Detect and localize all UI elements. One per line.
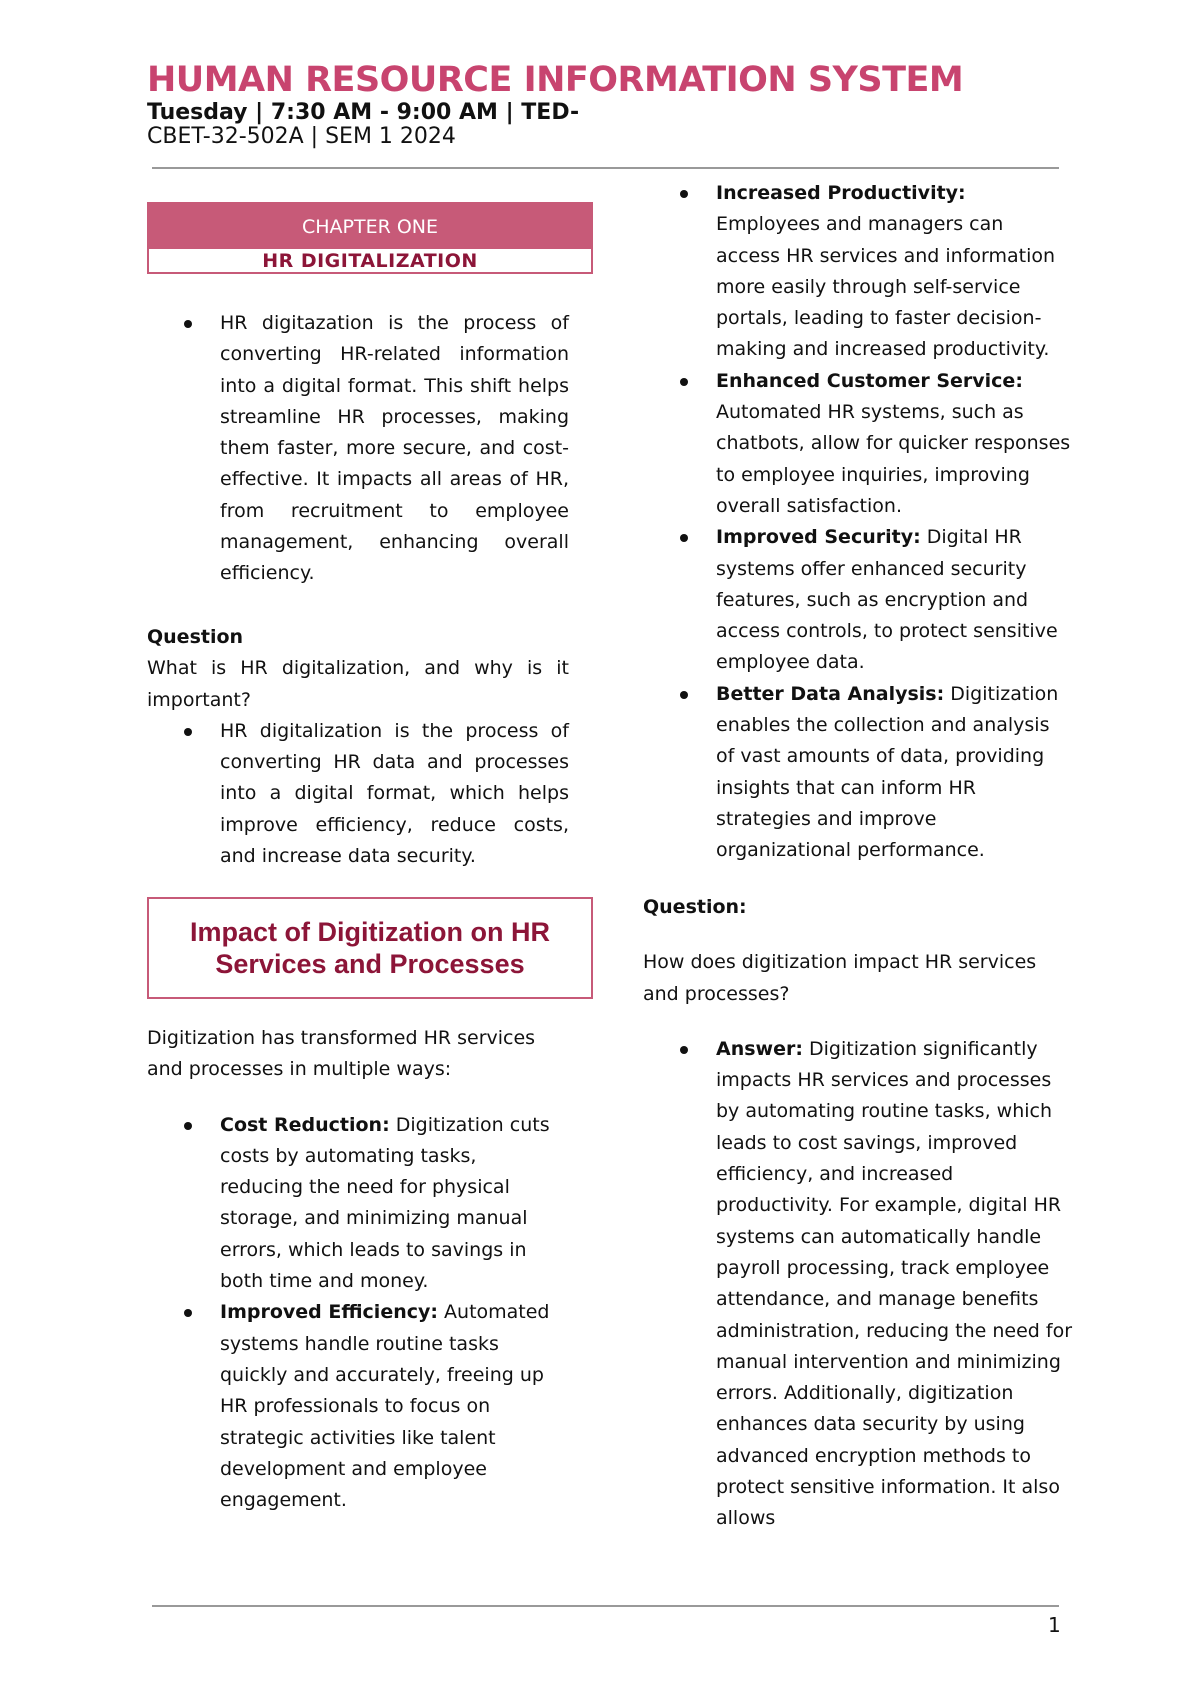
- impact-item-text: Digitization enables the collection and analysis of vast amounts of data, providing insights that can inform HR strategies and improve organizational performance.: [716, 682, 1059, 862]
- intro-section: [147, 308, 569, 590]
- impact-heading: Impact of Digitization on HR Services and Processes: [190, 917, 550, 979]
- impact-item-term: Enhanced Customer Service:: [716, 369, 1023, 392]
- impact-item-term: Improved Security:: [716, 526, 921, 549]
- impact-heading-box: [147, 897, 593, 999]
- question-two-answer: [643, 1034, 1073, 1535]
- impact-item-text: Digitization cuts costs by automating tasks, reducing the need for physical storage, and minimizing manual errors, which leads to savings in both time and money.: [220, 1113, 550, 1293]
- impact-item-improved-efficiency: [147, 1297, 557, 1516]
- question-one-text: What is HR digitalization, and why is it important?: [147, 657, 569, 711]
- question-one-answer: HR digitalization is the process of converting HR data and processes into a digital format, which helps improve efficiency, reduce costs, and increase data security.: [147, 716, 569, 872]
- impact-intro: Digitization has transformed HR services and processes in multiple ways:: [147, 1027, 536, 1081]
- impact-item-text: Automated systems handle routine tasks quickly and accurately, freeing up HR professionals to focus on strategic activities like talent development and employee engagement.: [220, 1301, 550, 1512]
- impact-item-term: Cost Reduction:: [220, 1113, 390, 1136]
- impact-right-section: [643, 178, 1073, 867]
- impact-item-text: Employees and managers can access HR services and information more easily through self-service portals, leading to faster decision-making and increased productivity.: [716, 213, 1056, 361]
- chapter-title: HR DIGITALIZATION: [262, 249, 478, 272]
- schedule-line: Tuesday | 7:30 AM - 9:00 AM | TED-: [147, 100, 580, 125]
- question-two-heading: Question:: [643, 896, 747, 918]
- question-one-section: [147, 622, 569, 872]
- impact-item-improved-security: [643, 522, 1073, 678]
- impact-item-term: Better Data Analysis:: [716, 682, 945, 705]
- course-line: CBET-32-502A | SEM 1 2024: [147, 124, 456, 149]
- answer-text: Digitization significantly impacts HR services and processes by automating routine tasks, which leads to cost savings, improved efficiency, and increased productivity. For example, digital HR systems can automatically handle payroll processing, track employee attendance, and manage benefits administration, reducing the need for manual intervention and minimizing errors. Additionally, digitization enhances data security by using advanced encryption methods to protect sensitive information. It also allows: [716, 1037, 1073, 1530]
- impact-left-section: [147, 1023, 557, 1516]
- question-one-heading: Question: [147, 626, 244, 648]
- question-two-text: How does digitization impact HR services and processes?: [643, 951, 1037, 1005]
- answer-term: Answer:: [716, 1037, 803, 1060]
- page-number: 1: [1048, 1613, 1061, 1637]
- impact-item-term: Improved Efficiency:: [220, 1301, 438, 1324]
- impact-item-enhanced-customer-service: [643, 366, 1073, 522]
- chapter-label: CHAPTER ONE: [149, 204, 591, 249]
- impact-item-increased-productivity: [643, 178, 1073, 366]
- document-title: HUMAN RESOURCE INFORMATION SYSTEM: [147, 60, 964, 100]
- impact-item-cost-reduction: [147, 1110, 557, 1298]
- chapter-box: [147, 202, 593, 274]
- impact-item-text: Automated HR systems, such as chatbots, allow for quicker responses to employee inquiries, improving overall satisfaction.: [716, 401, 1071, 517]
- question-two-section: [643, 892, 1073, 1535]
- header-rule: [152, 167, 1059, 169]
- footer-rule: [152, 1605, 1059, 1607]
- impact-item-term: Increased Productivity:: [716, 182, 966, 204]
- intro-bullet: HR digitazation is the process of converting HR-related information into a digital format. This shift helps streamline HR processes, making them faster, more secure, and cost-effective. It impacts all areas of HR, from recruitment to employee management, enhancing overall efficiency.: [147, 308, 569, 590]
- impact-item-better-data-analysis: [643, 679, 1073, 867]
- impact-item-text: Digital HR systems offer enhanced security features, such as encryption and access controls, to protect sensitive employee data.: [716, 526, 1058, 674]
